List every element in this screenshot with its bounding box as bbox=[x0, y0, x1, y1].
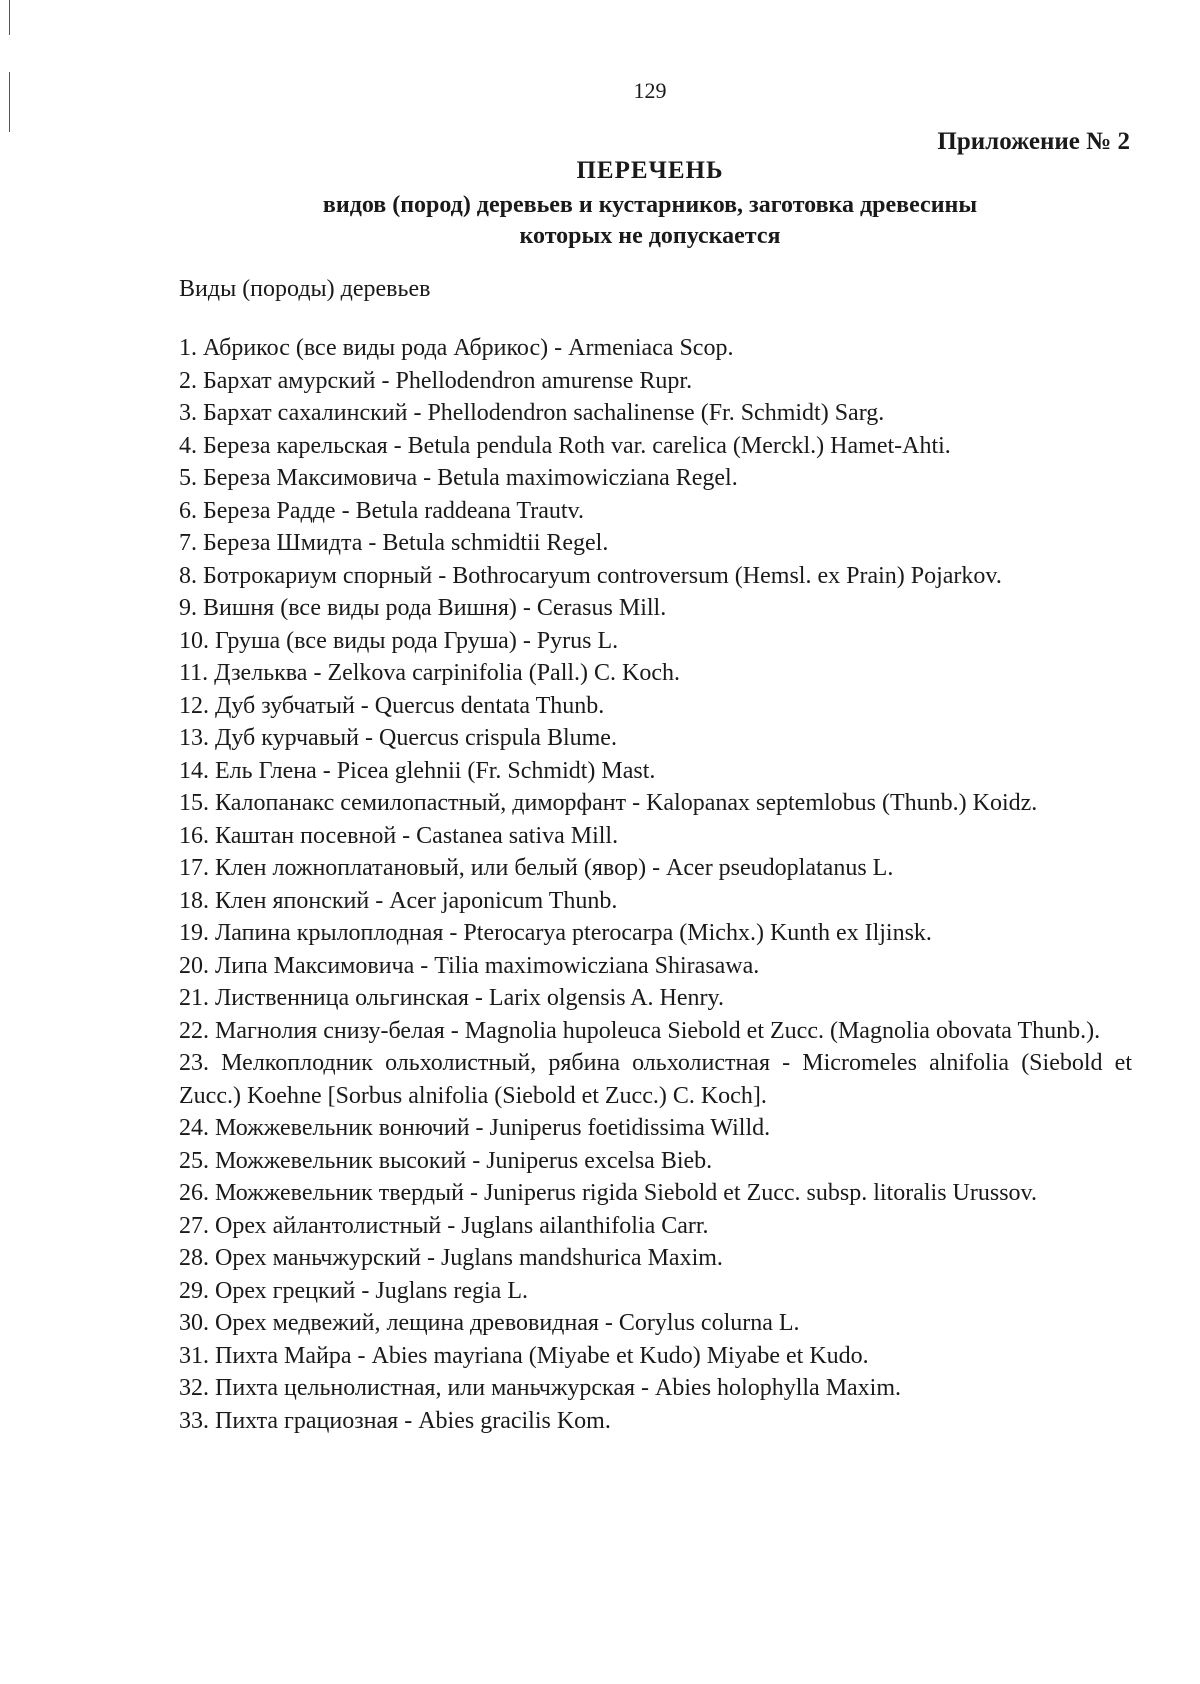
species-item: 27. Орех айлантолистный - Juglans ailanthifolia Carr. bbox=[179, 1212, 709, 1239]
species-item: 7. Береза Шмидта - Betula schmidtii Regel. bbox=[179, 530, 609, 556]
species-item: 14. Ель Глена - Picea glehnii (Fr. Schmidt) Mast. bbox=[179, 757, 656, 784]
species-item: 29. Орех грецкий - Juglans regia L. bbox=[179, 1277, 528, 1304]
species-list bbox=[179, 332, 1132, 1437]
species-item: 31. Пихта Майра - Abies mayriana (Miyabe et Kudo) Miyabe et Kudo. bbox=[179, 1342, 869, 1369]
species-item: 25. Можжевельник высокий - Juniperus excelsa Bieb. bbox=[179, 1147, 713, 1174]
scan-edge-mark bbox=[9, 0, 10, 35]
appendix-label: Приложение № 2 bbox=[937, 128, 1130, 155]
species-item: 5. Береза Максимовича - Betula maximowicziana Regel. bbox=[179, 465, 738, 491]
species-item: 22. Магнолия снизу-белая - Magnolia hupoleuca Siebold et Zucc. (Magnolia obovata Thunb.). bbox=[179, 1017, 1101, 1044]
species-item: 16. Каштан посевной - Castanea sativa Mill. bbox=[179, 822, 619, 849]
species-item: 26. Можжевельник твердый - Juniperus rigida Siebold et Zucc. subsp. litoralis Urussov. bbox=[179, 1180, 1037, 1206]
species-item: 3. Бархат сахалинский - Phellodendron sachalinense (Fr. Schmidt) Sarg. bbox=[179, 400, 885, 426]
species-item: 23. Мелкоплодник ольхолистный, рябина ольхолистная - Micromeles alnifolia (Siebold et Zucc.) Koehne [Sorbus alnifolia (Siebold et Zucc.) C. Koch]. bbox=[179, 1050, 1132, 1109]
species-item: 13. Дуб курчавый - Quercus crispula Blume. bbox=[179, 725, 617, 751]
section-heading: Виды (породы) деревьев bbox=[179, 276, 431, 302]
subtitle-line: которых не допускается bbox=[519, 223, 781, 249]
species-item: 21. Лиственница ольгинская - Larix olgensis A. Henry. bbox=[179, 985, 724, 1011]
species-item: 10. Груша (все виды рода Груша) - Pyrus L. bbox=[179, 627, 619, 654]
subtitle-line: видов (пород) деревьев и кустарников, заготовка древесины bbox=[322, 192, 978, 218]
species-item: 17. Клен ложноплатановый, или белый (явор) - Acer pseudoplatanus L. bbox=[179, 855, 894, 881]
species-item: 28. Орех маньчжурский - Juglans mandshurica Maxim. bbox=[179, 1245, 723, 1271]
species-item: 1. Абрикос (все виды рода Абрикос) - Armeniaca Scop. bbox=[179, 335, 734, 361]
species-item: 33. Пихта грациозная - Abies gracilis Kom. bbox=[179, 1407, 611, 1434]
document-title: ПЕРЕЧЕНЬ bbox=[576, 157, 724, 184]
species-item: 15. Калопанакс семилопастный, диморфант - Kalopanax septemlobus (Thunb.) Koidz. bbox=[179, 790, 1038, 816]
page-number: 129 bbox=[633, 78, 667, 103]
species-item: 18. Клен японский - Acer japonicum Thunb. bbox=[179, 887, 618, 914]
species-item: 2. Бархат амурский - Phellodendron amurense Rupr. bbox=[179, 367, 693, 394]
species-item: 19. Лапина крылоплодная - Pterocarya pterocarpa (Michx.) Kunth ex Iljinsk. bbox=[179, 920, 932, 946]
species-item: 20. Липа Максимовича - Tilia maximowicziana Shirasawa. bbox=[179, 952, 760, 979]
document-subtitle bbox=[0, 190, 1200, 252]
species-item: 9. Вишня (все виды рода Вишня) - Cerasus Mill. bbox=[179, 595, 667, 621]
species-item: 11. Дзельква - Zelkova carpinifolia (Pall.) C. Koch. bbox=[179, 660, 681, 686]
species-item: 30. Орех медвежий, лещина древовидная - Corylus colurna L. bbox=[179, 1310, 800, 1336]
species-item: 32. Пихта цельнолистная, или маньчжурская - Abies holophylla Maxim. bbox=[179, 1375, 902, 1401]
species-item: 4. Береза карельская - Betula pendula Roth var. carelica (Merckl.) Hamet-Ahti. bbox=[179, 432, 951, 459]
species-item: 8. Ботрокариум спорный - Bothrocaryum controversum (Hemsl. ex Prain) Pojarkov. bbox=[179, 562, 1002, 589]
species-item: 6. Береза Радде - Betula raddeana Trautv. bbox=[179, 497, 584, 524]
species-item: 24. Можжевельник вонючий - Juniperus foetidissima Willd. bbox=[179, 1115, 771, 1141]
species-item: 12. Дуб зубчатый - Quercus dentata Thunb. bbox=[179, 692, 605, 719]
